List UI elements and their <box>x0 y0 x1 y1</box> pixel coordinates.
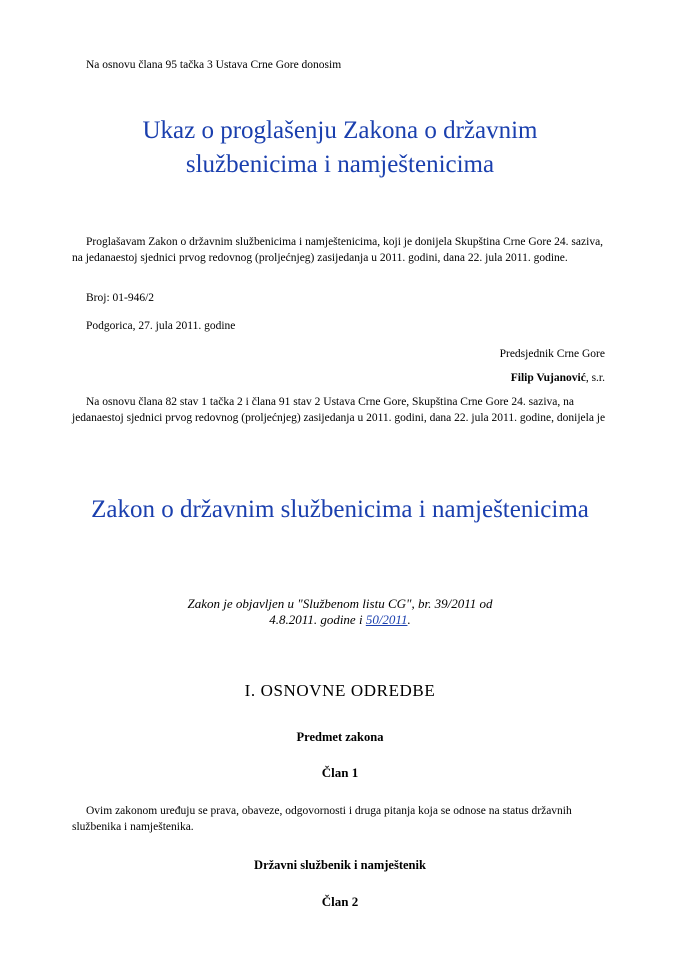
ukaz-title <box>40 114 640 182</box>
broj-text: Broj: 01-946/2 <box>86 292 155 304</box>
ukaz-title-line1: Ukaz o proglašenju Zakona o državnim <box>142 117 538 144</box>
signature-name: Filip Vujanović <box>510 372 586 384</box>
law-title: Zakon o državnim službenicima i namještenicima <box>91 496 589 523</box>
article1-heading: Član 1 <box>321 765 359 780</box>
article2-heading: Član 2 <box>321 894 359 909</box>
publication-line2-prefix: 4.8.2011. godine i <box>269 612 366 627</box>
chapter-heading: I. OSNOVNE ODREDBE <box>244 681 436 700</box>
section1-heading: Predmet zakona <box>296 730 384 744</box>
publication-note <box>90 596 590 628</box>
section2-heading: Državni službenik i namještenik <box>254 858 426 872</box>
article1-text: Ovim zakonom uređuju se prava, obaveze, odgovornosti i druga pitanja koja se odnose na status državnih službenika i namještenika. <box>72 805 572 833</box>
publication-line2 <box>90 612 590 628</box>
publication-line1: Zakon je objavljen u "Službenom listu CG", br. 39/2011 od <box>187 596 493 611</box>
gazette-link[interactable]: 50/2011 <box>365 612 408 627</box>
intro-text: Na osnovu člana 95 tačka 3 Ustava Crne Gore donosim <box>86 59 342 71</box>
signature-role: Predsjednik Crne Gore <box>499 348 605 360</box>
signature-block <box>300 370 605 386</box>
proclamation-text: Proglašavam Zakon o državnim službenicima i namještenicima, koji je donijela Skupština Crne Gore 24. saziva, na jedanaestoj sjednici prvog redovnog (proljećnjeg) zasijedanja u 2011. godini, dana 22. jula 2011. godine. <box>72 236 604 264</box>
signature-suffix: , s.r. <box>585 372 605 384</box>
basis-text: Na osnovu člana 82 stav 1 tačka 2 i člana 91 stav 2 Ustava Crne Gore, Skupština Crne Gore 24. saziva, na jedanaestoj sjednici prvog redovnog (proljećnjeg) zasijedanja u 2011. godini, dana 22. jula 2011. godine, donijela je <box>72 396 606 424</box>
publication-line2-suffix: . <box>407 612 411 627</box>
ukaz-title-line2: službenicima i namještenicima <box>185 151 495 178</box>
place-date-text: Podgorica, 27. jula 2011. godine <box>86 320 236 332</box>
